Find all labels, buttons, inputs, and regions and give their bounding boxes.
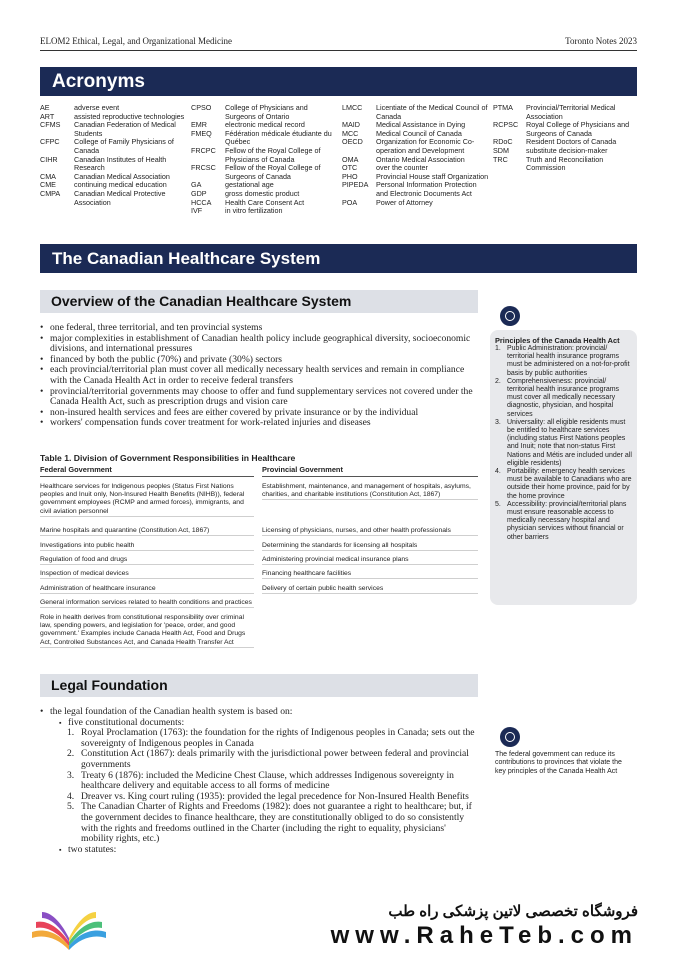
acronym-row xyxy=(493,121,638,138)
list-item: • provincial/territorial governments may choose to offer and fund supplementary services not covered under the Canada Health Act, such as prescription drugs and vision care xyxy=(40,387,480,408)
sidebar-badge-icon xyxy=(500,306,520,326)
acronym-abbr: IVF xyxy=(191,206,203,216)
acronym-abbr: FMEQ xyxy=(191,128,212,138)
acronyms-column-4 xyxy=(493,104,638,173)
acronym-definition: Royal College of Physicians and Surgeons of Canada xyxy=(526,120,630,138)
acronym-definition: Truth and Reconciliation Commission xyxy=(526,154,604,173)
acronym-abbr: CME xyxy=(40,180,56,190)
legal-document-item: 5. The Canadian Charter of Rights and Freedoms (1982): does not guarantee a right to healthcare; but, if the government decides to finance healthcare, they are constitutionally obliged to do so consistently with the rights and freedoms outlined in the Charter (including the right to equality, physicians' mobility rights, etc.) xyxy=(67,801,472,845)
table-title: Table 1. Division of Government Responsibilities in Healthcare xyxy=(40,453,296,463)
acronym-abbr: FRCPC xyxy=(191,145,216,155)
acronym-abbr: HCCA xyxy=(191,197,212,207)
table-cell-federal: Role in health derives from constitutional responsibility over criminal law, spending powers, and legislation for 'peace, order, and good government.' Examples include Canada Health Act, Food and Drugs Act, Controlled Substances Act, and Canada Health Transfer Act xyxy=(40,614,254,648)
acronym-row xyxy=(191,147,338,164)
acronym-row xyxy=(493,104,638,121)
acronym-abbr: LMCC xyxy=(342,103,363,112)
list-item: • one federal, three territorial, and ten provincial systems xyxy=(40,323,480,334)
acronym-definition: Personal Information Protection and Electronic Documents Act xyxy=(376,180,477,198)
table-cell-federal: Regulation of food and drugs xyxy=(40,556,254,565)
acronym-definition: College of Physicians and Surgeons of Ontario xyxy=(225,103,308,121)
acronym-abbr: OTC xyxy=(342,163,358,173)
acronym-definition: Organization for Economic Co-operation and Development xyxy=(376,137,475,155)
acronym-abbr: EMR xyxy=(191,120,207,130)
acronym-abbr: CFMS xyxy=(40,120,61,130)
principle-text: Universality: all eligible residents must be entitled to healthcare services (including status First Nations peoples and Inuit; note that non-status First Nations and Métis are included under all eligible residents) xyxy=(507,418,632,467)
acronym-abbr: CIHR xyxy=(40,154,58,164)
acronym-definition: College of Family Physicians of Canada xyxy=(74,137,174,155)
acronym-definition: Provincial House staff Organization xyxy=(376,171,489,181)
acronym-row xyxy=(191,104,338,121)
legal-document-item: 1. Royal Proclamation (1763): the foundation for the rights of Indigenous peoples in Canada; sets out the sovereignty of Indigenous peoples in Canada xyxy=(67,727,475,749)
principle-text: Comprehensiveness: provincial/ territorial health insurance programs must cover all medically necessary diagnostic, physician, and hospital services xyxy=(507,377,620,418)
acronym-row xyxy=(191,130,338,147)
acronym-definition: Fédération médicale étudiante du Québec xyxy=(225,128,332,147)
acronym-abbr: CFPC xyxy=(40,137,60,147)
legal-document-item: 2. Constitution Act (1867): deals primarily with the jurisdictional power between federal and provincial governments xyxy=(67,748,469,770)
table-cell-federal: Administration of healthcare insurance xyxy=(40,585,254,594)
principle-text: Portability: emergency health services must be available to Canadians who are outside their home province, paid for by the home province xyxy=(507,468,632,500)
table-cell-federal: Inspection of medical devices xyxy=(40,570,254,579)
acronyms-banner: Acronyms xyxy=(40,67,637,96)
header-rule xyxy=(40,50,637,51)
acronyms-column-1 xyxy=(40,104,185,207)
table-cell-provincial: Licensing of physicians, nurses, and other health professionals xyxy=(262,527,478,536)
acronym-row xyxy=(342,181,489,198)
legal-document-item: 4. Dreaver vs. King court ruling (1935): provided the legal precedence for Non-Insured Health Benefits xyxy=(67,790,469,802)
legal-document-text: Royal Proclamation (1763): the foundation for the rights of Indigenous peoples in Canada; sets out the sovereignty of Indigenous peoples in Canada xyxy=(81,727,475,749)
acronym-definition: Health Care Consent Act xyxy=(225,197,305,207)
principle-item: 3. Universality: all eligible residents must be entitled to healthcare services (including status First Nations peoples and Inuit; note that non-status First Nations and Métis are included under all eligible residents) xyxy=(495,418,632,467)
legal-document-text: The Canadian Charter of Rights and Freedoms (1982): does not guarantee a right to healthcare; but, if the government decides to finance healthcare, they are constitutionally obliged to do so consistently with the rights and freedoms outlined in the Charter (including the right to equality, physicians' mobility rights, etc.) xyxy=(81,801,472,845)
acronym-row xyxy=(342,104,489,121)
acronym-abbr: GDP xyxy=(191,188,207,198)
acronym-definition: Licentiate of the Medical Council of Canada xyxy=(376,103,488,121)
table-cell-federal: General information services related to health conditions and practices xyxy=(40,599,254,608)
principle-item: 5. Accessibility: provincial/territorial plans must ensure reasonable access to medically necessary hospital and physician services without financial or other barriers xyxy=(495,500,627,541)
footer-watermark xyxy=(0,882,684,961)
acronym-definition: electronic medical record xyxy=(225,120,305,130)
acronym-definition: Canadian Federation of Medical Students xyxy=(74,120,176,138)
table-cell-provincial: Establishment, maintenance, and management of hospitals, asylums, charities, and charitable institutions (Constitution Act, 1867) xyxy=(262,483,478,500)
section-header-legal-foundation: Legal Foundation xyxy=(40,674,478,697)
acronym-definition: continuing medical education xyxy=(74,180,167,190)
footer-persian-text: فروشگاه تخصصی لاتین پزشکی راه طب xyxy=(388,903,638,920)
acronym-row xyxy=(191,207,338,216)
list-item: • workers' compensation funds cover treatment for work-related injuries and diseases xyxy=(40,418,480,429)
acronym-definition: Medical Assistance in Dying xyxy=(376,120,466,130)
acronym-row xyxy=(40,190,185,207)
acronym-row xyxy=(40,138,185,155)
acronym-definition: over the counter xyxy=(376,163,428,173)
acronym-abbr: TRC xyxy=(493,154,508,164)
acronym-abbr: MCC xyxy=(342,128,359,138)
principle-text: Public Administration: provincial/ territorial health insurance programs must be administered on a not-for-profit basis by public authorities xyxy=(507,345,630,377)
acronym-row xyxy=(493,156,638,173)
list-item: • major complexities in establishment of Canadian health policy include geographical diversity, socioeconomic divisions, and international pressures xyxy=(40,334,480,355)
list-item: • the legal foundation of the Canadian health system is based on: xyxy=(40,707,480,718)
acronym-row xyxy=(342,138,489,155)
table-cell-federal: Investigations into public health xyxy=(40,542,254,551)
table-cell-federal: Marine hospitals and quarantine (Constitution Act, 1867) xyxy=(40,527,254,536)
running-header-right: Toronto Notes 2023 xyxy=(565,36,637,46)
acronym-abbr: PHO xyxy=(342,171,358,181)
acronym-definition: assisted reproductive technologies xyxy=(74,111,185,121)
sidebar-principles-list xyxy=(495,345,633,542)
acronym-abbr: OMA xyxy=(342,154,359,164)
principle-item: 4. Portability: emergency health services must be available to Canadians who are outside their home province, paid for by the home province xyxy=(495,468,632,500)
legal-foundation-list xyxy=(40,707,480,855)
acronym-abbr: CMPA xyxy=(40,188,61,198)
section-header-overview: Overview of the Canadian Healthcare System xyxy=(40,290,478,313)
table-cell-provincial: Delivery of certain public health services xyxy=(262,585,478,594)
table-cell-federal: Healthcare services for Indigenous peoples (Status First Nations peoples and Inuit only, Non-Insured Health Benefits (NIHB)), federal government employees (RCMP and armed forces), immigrants, and civil aviation personnel xyxy=(40,483,254,517)
acronym-definition: Medical Council of Canada xyxy=(376,128,462,138)
acronym-definition: adverse event xyxy=(74,103,120,112)
acronym-abbr: PTMA xyxy=(493,103,513,112)
acronyms-column-2 xyxy=(191,104,338,216)
book-logo-icon xyxy=(30,902,108,950)
list-item: ▪ two statutes: xyxy=(40,845,480,856)
list-item: • financed by both the public (70%) and private (30%) sectors xyxy=(40,355,480,366)
acronym-row xyxy=(191,164,338,181)
acronym-definition: Fellow of the Royal College of Physicians of Canada xyxy=(225,145,321,164)
table-header-federal: Federal Government xyxy=(40,466,254,477)
table-cell-provincial: Administering provincial medical insurance plans xyxy=(262,556,478,565)
acronym-definition: Resident Doctors of Canada xyxy=(526,137,617,147)
acronym-definition: substitute decision-maker xyxy=(526,145,608,155)
overview-bullet-list xyxy=(40,323,480,429)
principle-text: Accessibility: provincial/territorial plans must ensure reasonable access to medically necessary hospital and physician services without financial or other barriers xyxy=(507,500,627,541)
acronym-row xyxy=(342,199,489,208)
acronym-definition: Provincial/Territorial Medical Association xyxy=(526,103,616,121)
acronym-definition: Canadian Medical Protective Association xyxy=(74,188,166,207)
acronym-abbr: MAID xyxy=(342,120,360,130)
acronym-abbr: PIPEDA xyxy=(342,180,369,190)
acronym-row xyxy=(40,121,185,138)
acronym-abbr: AE xyxy=(40,103,50,112)
legal-document-text: Treaty 6 (1876): included the Medicine Chest Clause, which addresses Indigenous sovereignty in healthcare delivery and equitable access to all forms of medicine xyxy=(81,769,454,792)
acronym-abbr: RDoC xyxy=(493,137,513,147)
footer-url: www.RaheTeb.com xyxy=(330,922,638,949)
table-cell-provincial: Determining the standards for licensing all hospitals xyxy=(262,542,478,551)
running-header-left: ELOM2 Ethical, Legal, and Organizational Medicine xyxy=(40,36,233,46)
list-item: ▪ five constitutional documents: xyxy=(40,718,480,729)
acronym-abbr: ART xyxy=(40,111,55,121)
acronym-definition: gross domestic product xyxy=(225,188,300,198)
acronym-definition: Ontario Medical Association xyxy=(376,154,465,164)
acronym-abbr: FRCSC xyxy=(191,163,216,173)
acronym-definition: Canadian Institutes of Health Research xyxy=(74,154,167,173)
acronym-definition: Power of Attorney xyxy=(376,197,433,207)
principle-item: 1. Public Administration: provincial/ territorial health insurance programs must be administered on a not-for-profit basis by public authorities xyxy=(495,345,630,377)
acronym-definition: in vitro fertilization xyxy=(225,206,283,216)
list-item: • non-insured health services and fees are either covered by private insurance or by the individual xyxy=(40,408,480,419)
table-header-provincial: Provincial Government xyxy=(262,466,478,477)
sidebar-title: Principles of the Canada Health Act xyxy=(495,336,620,345)
acronym-abbr: CPSO xyxy=(191,103,212,112)
principle-item: 2. Comprehensiveness: provincial/ territorial health insurance programs must cover all medically necessary diagnostic, physician, and hospital services xyxy=(495,377,620,418)
acronym-abbr: RCPSC xyxy=(493,120,519,130)
acronym-abbr: GA xyxy=(191,180,202,190)
acronym-definition: Fellow of the Royal College of Surgeons of Canada xyxy=(225,163,321,181)
legal-document-text: Constitution Act (1867): deals primarily with the jurisdictional power between federal and provincial governments xyxy=(81,748,469,770)
acronym-abbr: OECD xyxy=(342,137,363,147)
legal-document-item: 3. Treaty 6 (1876): included the Medicine Chest Clause, which addresses Indigenous sovereignty in healthcare delivery and equitable access to all forms of medicine xyxy=(67,769,454,792)
table-cell-provincial: Financing healthcare facilities xyxy=(262,570,478,579)
acronym-abbr: POA xyxy=(342,197,358,207)
acronym-definition: Canadian Medical Association xyxy=(74,171,170,181)
sidebar-note: The federal government can reduce its contributions to provinces that violate the key principles of the Canada Health Act xyxy=(495,751,622,775)
list-item: • each provincial/territorial plan must cover all medically necessary health services and remain in compliance with the Canada Health Act in order to receive federal transfers xyxy=(40,365,480,386)
sidebar-badge-icon xyxy=(500,727,520,747)
acronym-definition: gestational age xyxy=(225,180,274,190)
acronym-row xyxy=(40,156,185,173)
acronym-abbr: SDM xyxy=(493,145,509,155)
acronym-abbr: CMA xyxy=(40,171,56,181)
legal-document-text: Dreaver vs. King court ruling (1935): provided the legal precedence for Non-Insured Health Benefits xyxy=(81,790,469,802)
acronyms-column-3 xyxy=(342,104,489,207)
section-banner-healthcare-system: The Canadian Healthcare System xyxy=(40,244,637,273)
